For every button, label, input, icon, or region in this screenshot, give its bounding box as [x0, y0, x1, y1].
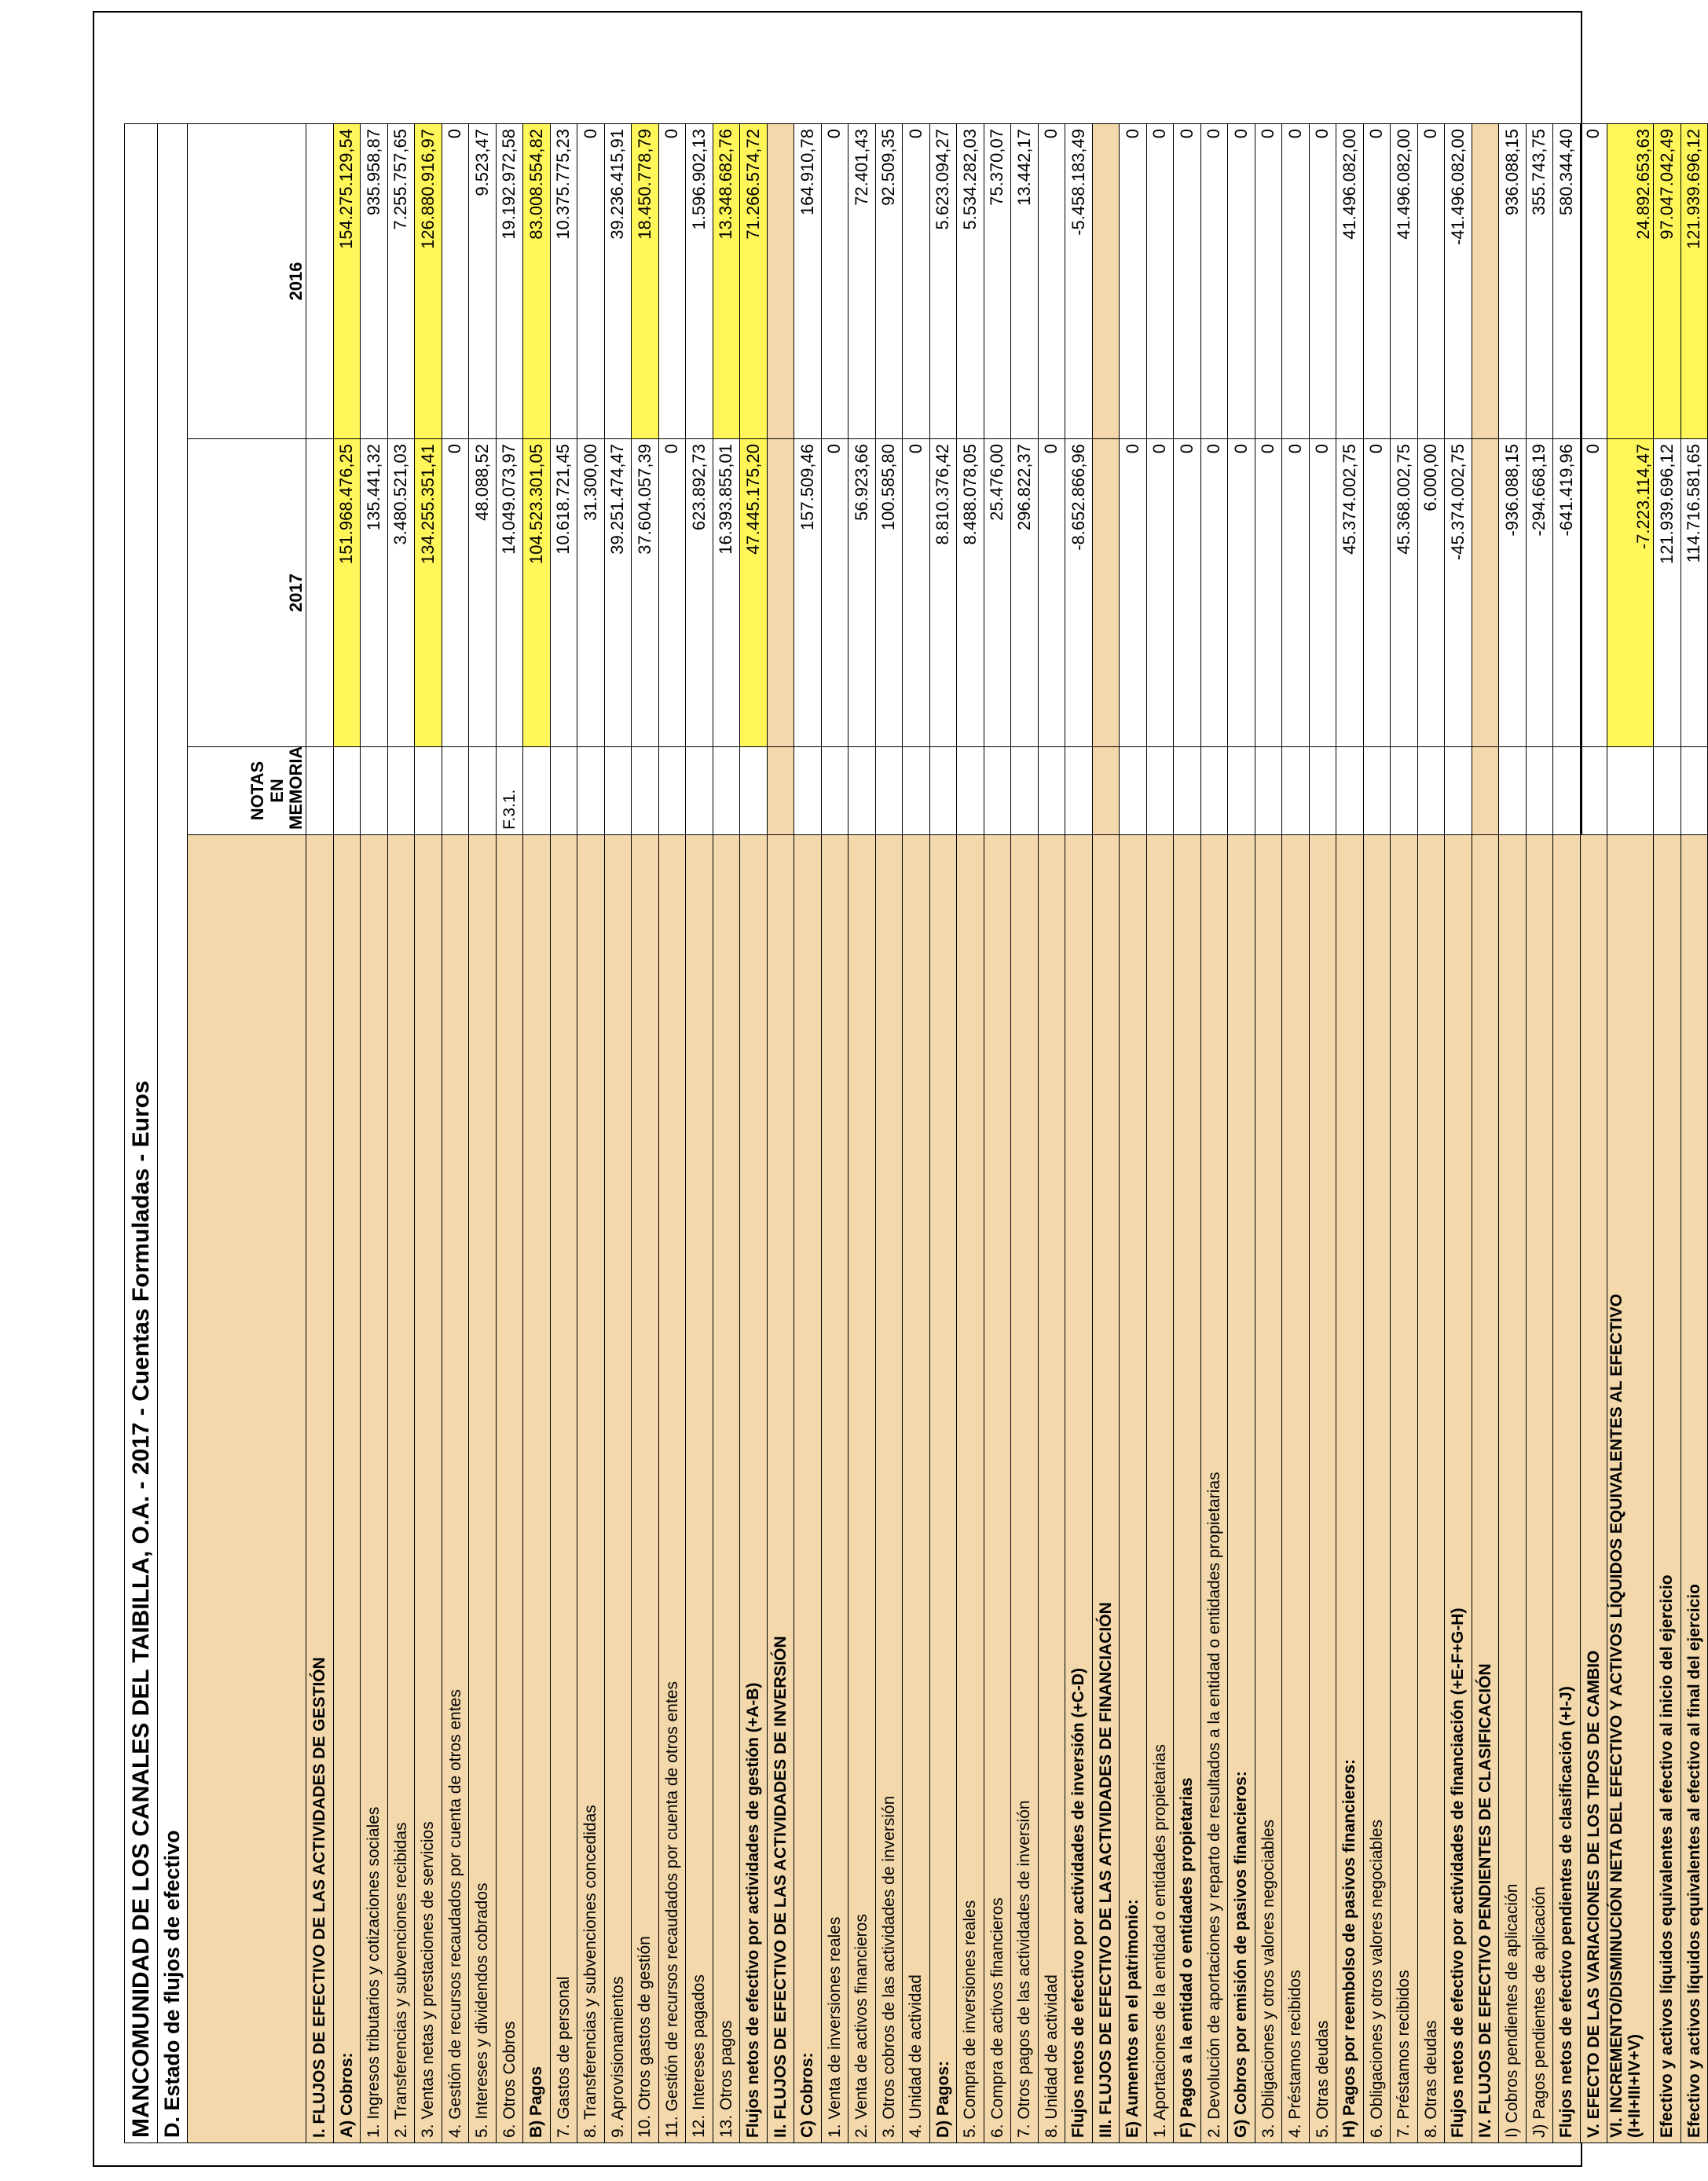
value-2017: 100.585,80	[875, 439, 903, 747]
table-row	[1580, 124, 1607, 2143]
row-label: D) Pagos:	[929, 835, 957, 2143]
row-label: Efectivo y activos líquidos equivalentes al efectivo al inicio del ejercicio	[1654, 835, 1681, 2143]
value-2016: 5.623.094,27	[929, 124, 957, 439]
value-2016	[767, 124, 794, 439]
value-2017: 134.255.351,41	[415, 439, 442, 747]
value-2017: -641.419,96	[1553, 439, 1581, 747]
row-note	[740, 747, 768, 835]
row-label: G) Cobros por emisión de pasivos financieros:	[1228, 835, 1255, 2143]
row-note	[415, 747, 442, 835]
value-2016: 164.910,78	[794, 124, 822, 439]
row-note	[442, 747, 469, 835]
value-2016: 75.370,07	[984, 124, 1011, 439]
value-2016: 0	[658, 124, 686, 439]
value-2016: 19.192.972,58	[496, 124, 523, 439]
row-note: F.3.1.	[496, 747, 523, 835]
row-label: B) Pagos	[523, 835, 551, 2143]
row-label: 11. Gestión de recursos recaudados por cuenta de otros entes	[658, 835, 686, 2143]
value-2016: 0	[1417, 124, 1445, 439]
row-note	[1011, 747, 1039, 835]
row-note	[767, 747, 794, 835]
value-2017	[767, 439, 794, 747]
row-label: 4. Préstamos recibidos	[1282, 835, 1310, 2143]
table-row	[415, 124, 442, 2143]
table-row	[1282, 124, 1310, 2143]
value-2017: 37.604.057,39	[632, 439, 659, 747]
row-note	[604, 747, 632, 835]
value-2016: 0	[1228, 124, 1255, 439]
row-note	[875, 747, 903, 835]
row-label: 2. Devolución de aportaciones y reparto de resultados a la entidad o entidades propietarias	[1200, 835, 1228, 2143]
value-2017: 0	[1228, 439, 1255, 747]
value-2016: 580.344,40	[1553, 124, 1581, 439]
row-note	[1499, 747, 1527, 835]
row-label: 7. Gastos de personal	[550, 835, 577, 2143]
value-2016: 92.509,35	[875, 124, 903, 439]
value-2016: 0	[1200, 124, 1228, 439]
row-label: 10. Otros gastos de gestión	[632, 835, 659, 2143]
value-2017: 296.822,37	[1011, 439, 1039, 747]
value-2016: 97.047.042,49	[1654, 124, 1681, 439]
row-note	[984, 747, 1011, 835]
row-label: 1. Ingresos tributarios y cotizaciones sociales	[361, 835, 388, 2143]
table-row	[1654, 124, 1681, 2143]
value-2017: 104.523.301,05	[523, 439, 551, 747]
row-label: 6. Compra de activos financieros	[984, 835, 1011, 2143]
table-row	[306, 124, 334, 2143]
table-row	[903, 124, 930, 2143]
value-2016: 24.892.653,63	[1607, 124, 1654, 439]
row-note	[1174, 747, 1201, 835]
row-label: 5. Intereses y dividendos cobrados	[469, 835, 497, 2143]
row-label-line1: VI. INCREMENTO/DISMINUCIÓN NETA DEL EFECTIVO Y ACTIVOS LÍQUIDOS EQUIVALENTES AL EFECTIVO	[1607, 1293, 1626, 2138]
table-row	[1472, 124, 1499, 2143]
row-note	[361, 747, 388, 835]
value-2016: 126.880.916,97	[415, 124, 442, 439]
row-note	[469, 747, 497, 835]
row-note	[1120, 747, 1147, 835]
value-2016: 0	[1282, 124, 1310, 439]
table-row	[984, 124, 1011, 2143]
value-2017: 8.810.376,42	[929, 439, 957, 747]
value-2017: 623.892,73	[686, 439, 713, 747]
row-note	[387, 747, 415, 835]
value-2016: 39.236.415,91	[604, 124, 632, 439]
value-2016: 0	[1580, 124, 1607, 439]
value-2017: 0	[1200, 439, 1228, 747]
value-2016: 13.442,17	[1011, 124, 1039, 439]
row-label	[1607, 835, 1654, 2143]
row-note	[1200, 747, 1228, 835]
value-2017	[1092, 439, 1120, 747]
value-2017	[306, 439, 334, 747]
value-2016: 0	[1174, 124, 1201, 439]
value-2017: 45.374.002,75	[1336, 439, 1364, 747]
table-row	[957, 124, 984, 2143]
value-2017: 0	[1282, 439, 1310, 747]
row-note	[1282, 747, 1310, 835]
row-note	[1146, 747, 1174, 835]
table-row	[875, 124, 903, 2143]
table-row	[361, 124, 388, 2143]
row-label: Flujos netos de efectivo por actividades de gestión (+A-B)	[740, 835, 768, 2143]
row-note	[1472, 747, 1499, 835]
table-row	[1309, 124, 1336, 2143]
row-note	[1607, 747, 1654, 835]
value-2017: 48.088,52	[469, 439, 497, 747]
value-2017: 0	[1309, 439, 1336, 747]
value-2017: -8.652.866,96	[1065, 439, 1093, 747]
row-label: Flujos netos de efectivo por actividades de financiación (+E-F+G-H)	[1445, 835, 1472, 2143]
row-label: I) Cobros pendientes de aplicación	[1499, 835, 1527, 2143]
row-label: J) Pagos pendientes de aplicación	[1526, 835, 1553, 2143]
table-row	[1681, 124, 1708, 2143]
table-row	[686, 124, 713, 2143]
value-2016: 0	[1146, 124, 1174, 439]
row-note	[550, 747, 577, 835]
row-label: C) Cobros:	[794, 835, 822, 2143]
table-row	[387, 124, 415, 2143]
row-label: 4. Unidad de actividad	[903, 835, 930, 2143]
value-2016: 0	[1120, 124, 1147, 439]
table-row	[1526, 124, 1553, 2143]
row-label: 6. Obligaciones y otros valores negociables	[1363, 835, 1391, 2143]
value-2017: 151.968.476,25	[333, 439, 361, 747]
row-note	[1391, 747, 1418, 835]
value-2016: 18.450.778,79	[632, 124, 659, 439]
row-label: 2. Venta de activos financieros	[849, 835, 876, 2143]
table-row	[1038, 124, 1065, 2143]
row-label: III. FLUJOS DE EFECTIVO DE LAS ACTIVIDADES DE FINANCIACIÓN	[1092, 835, 1120, 2143]
table-row	[1336, 124, 1364, 2143]
table-row	[794, 124, 822, 2143]
value-2016: 72.401,43	[849, 124, 876, 439]
value-2017: 3.480.521,03	[387, 439, 415, 747]
value-2017: 56.923,66	[849, 439, 876, 747]
row-label: 12. Intereses pagados	[686, 835, 713, 2143]
row-note	[1065, 747, 1093, 835]
row-label: 6. Otros Cobros	[496, 835, 523, 2143]
row-note	[1363, 747, 1391, 835]
row-label: IV. FLUJOS DE EFECTIVO PENDIENTES DE CLASIFICACIÓN	[1472, 835, 1499, 2143]
table-row	[1363, 124, 1391, 2143]
row-note	[957, 747, 984, 835]
row-note	[306, 747, 334, 835]
row-label: A) Cobros:	[333, 835, 361, 2143]
table-row	[1092, 124, 1120, 2143]
value-2016: 83.008.554,82	[523, 124, 551, 439]
row-note	[1654, 747, 1681, 835]
value-2017: 16.393.855,01	[713, 439, 740, 747]
value-2016: 10.375.775,23	[550, 124, 577, 439]
row-label: Flujos netos de efectivo pendientes de clasificación (+I-J)	[1553, 835, 1581, 2143]
table-row	[442, 124, 469, 2143]
row-note	[333, 747, 361, 835]
row-note	[632, 747, 659, 835]
row-label: I. FLUJOS DE EFECTIVO DE LAS ACTIVIDADES DE GESTIÓN	[306, 835, 334, 2143]
row-note	[1038, 747, 1065, 835]
row-note	[577, 747, 605, 835]
value-2016: 0	[1309, 124, 1336, 439]
value-2016	[306, 124, 334, 439]
table-row	[1553, 124, 1581, 2143]
row-note	[1580, 747, 1607, 835]
value-2017: 0	[1146, 439, 1174, 747]
row-label: 7. Otros pagos de las actividades de inversión	[1011, 835, 1039, 2143]
report-title: MANCOMUNIDAD DE LOS CANALES DEL TAIBILLA, O.A. - 2017 - Cuentas Formuladas - Euros	[125, 124, 158, 2143]
table-row	[1255, 124, 1282, 2143]
value-2017: 6.000,00	[1417, 439, 1445, 747]
table-row	[740, 124, 768, 2143]
row-label: F) Pagos a la entidad o entidades propietarias	[1174, 835, 1201, 2143]
value-2016: -41.496.082,00	[1445, 124, 1472, 439]
value-2017: 0	[1120, 439, 1147, 747]
table-row	[577, 124, 605, 2143]
table-row	[1120, 124, 1147, 2143]
table-row	[713, 124, 740, 2143]
row-note	[523, 747, 551, 835]
row-note	[1526, 747, 1553, 835]
value-2017: 25.476,00	[984, 439, 1011, 747]
value-2016: 7.255.757,65	[387, 124, 415, 439]
report-subtitle: D. Estado de flujos de efectivo	[158, 124, 188, 2143]
table-row	[1200, 124, 1228, 2143]
value-2017: 31.300,00	[577, 439, 605, 747]
table-row	[1065, 124, 1093, 2143]
value-2016: 71.266.574,72	[740, 124, 768, 439]
row-note	[1336, 747, 1364, 835]
row-note	[1309, 747, 1336, 835]
row-label: 4. Gestión de recursos recaudados por cuenta de otros entes	[442, 835, 469, 2143]
row-label: 2. Transferencias y subvenciones recibidas	[387, 835, 415, 2143]
value-2016: 0	[1255, 124, 1282, 439]
row-label: E) Aumentos en el patrimonio:	[1120, 835, 1147, 2143]
table-row	[1417, 124, 1445, 2143]
row-label: 8. Unidad de actividad	[1038, 835, 1065, 2143]
row-label-line2: (I+II+III+IV+V)	[1626, 2034, 1644, 2138]
value-2017: 47.445.175,20	[740, 439, 768, 747]
value-2017: 0	[658, 439, 686, 747]
table-row	[1174, 124, 1201, 2143]
table-row	[469, 124, 497, 2143]
table-row	[1228, 124, 1255, 2143]
value-2017: 0	[1363, 439, 1391, 747]
row-label: 1. Aportaciones de la entidad o entidades propietarias	[1146, 835, 1174, 2143]
value-2016: 0	[1363, 124, 1391, 439]
title-row	[125, 124, 158, 2143]
table-row	[821, 124, 849, 2143]
value-2017: -294.668,19	[1526, 439, 1553, 747]
value-2016: 355.743,75	[1526, 124, 1553, 439]
row-label: 5. Otras deudas	[1309, 835, 1336, 2143]
row-label: II. FLUJOS DE EFECTIVO DE LAS ACTIVIDADES DE INVERSIÓN	[767, 835, 794, 2143]
table-row	[1146, 124, 1174, 2143]
value-2017: 0	[1038, 439, 1065, 747]
value-2016: 121.939.696,12	[1681, 124, 1708, 439]
header-notes: NOTAS EN MEMORIA	[188, 747, 306, 835]
row-label: 3. Ventas netas y prestaciones de servicios	[415, 835, 442, 2143]
value-2016	[1472, 124, 1499, 439]
value-2017: 121.939.696,12	[1654, 439, 1681, 747]
value-2016: 0	[903, 124, 930, 439]
table-row	[767, 124, 794, 2143]
row-label: Efectivo y activos líquidos equivalentes al efectivo al final del ejercicio	[1681, 835, 1708, 2143]
table-row	[523, 124, 551, 2143]
header-row	[188, 124, 306, 2143]
table-row	[1445, 124, 1472, 2143]
value-2017: 0	[442, 439, 469, 747]
value-2017: 14.049.073,97	[496, 439, 523, 747]
value-2016: 0	[1038, 124, 1065, 439]
row-label: V. EFECTO DE LAS VARIACIONES DE LOS TIPOS DE CAMBIO	[1580, 835, 1607, 2143]
table-row	[1391, 124, 1418, 2143]
value-2016	[1092, 124, 1120, 439]
value-2017: 0	[1174, 439, 1201, 747]
value-2017: 135.441,32	[361, 439, 388, 747]
value-2017: -7.223.114,47	[1607, 439, 1654, 747]
table-row	[1011, 124, 1039, 2143]
row-note	[1681, 747, 1708, 835]
value-2016: 935.958,87	[361, 124, 388, 439]
table-row	[550, 124, 577, 2143]
row-label: 8. Transferencias y subvenciones concedidas	[577, 835, 605, 2143]
value-2017: 10.618.721,45	[550, 439, 577, 747]
table-row	[929, 124, 957, 2143]
row-label: 9. Aprovisionamientos	[604, 835, 632, 2143]
table-row	[604, 124, 632, 2143]
header-label-cell	[188, 835, 306, 2143]
row-note	[794, 747, 822, 835]
row-note	[1228, 747, 1255, 835]
value-2016: 154.275.129,54	[333, 124, 361, 439]
value-2016: 13.348.682,76	[713, 124, 740, 439]
rotated-table-wrapper	[124, 124, 1708, 2143]
header-2017: 2017	[188, 439, 306, 747]
row-label: 1. Venta de inversiones reales	[821, 835, 849, 2143]
row-label: 3. Otros cobros de las actividades de inversión	[875, 835, 903, 2143]
value-2016: 0	[577, 124, 605, 439]
row-label: 5. Compra de inversiones reales	[957, 835, 984, 2143]
row-note	[821, 747, 849, 835]
value-2016: 0	[442, 124, 469, 439]
row-note	[1255, 747, 1282, 835]
row-note	[849, 747, 876, 835]
row-label: Flujos netos de efectivo por actividades de inversión (+C-D)	[1065, 835, 1093, 2143]
value-2017: -45.374.002,75	[1445, 439, 1472, 747]
value-2017: 114.716.581,65	[1681, 439, 1708, 747]
value-2016: 41.496.082,00	[1391, 124, 1418, 439]
table-row	[658, 124, 686, 2143]
row-note	[1417, 747, 1445, 835]
value-2017: 8.488.078,05	[957, 439, 984, 747]
value-2017: 39.251.474,47	[604, 439, 632, 747]
row-label: H) Pagos por reembolso de pasivos financieros:	[1336, 835, 1364, 2143]
table-row	[1607, 124, 1654, 2143]
value-2017: 0	[821, 439, 849, 747]
row-note	[1445, 747, 1472, 835]
row-label: 13. Otros pagos	[713, 835, 740, 2143]
value-2017	[1472, 439, 1499, 747]
table-row	[333, 124, 361, 2143]
table-row	[849, 124, 876, 2143]
value-2016: 9.523,47	[469, 124, 497, 439]
value-2017: 45.368.002,75	[1391, 439, 1418, 747]
table-row	[496, 124, 523, 2143]
value-2016: -5.458.183,49	[1065, 124, 1093, 439]
table-row	[1499, 124, 1527, 2143]
value-2016: 41.496.082,00	[1336, 124, 1364, 439]
row-note	[929, 747, 957, 835]
value-2017: 0	[903, 439, 930, 747]
header-2016: 2016	[188, 124, 306, 439]
value-2017: 0	[1255, 439, 1282, 747]
row-note	[658, 747, 686, 835]
value-2016: 0	[821, 124, 849, 439]
row-note	[1553, 747, 1581, 835]
row-note	[686, 747, 713, 835]
row-label: 3. Obligaciones y otros valores negociables	[1255, 835, 1282, 2143]
row-note	[713, 747, 740, 835]
row-note	[903, 747, 930, 835]
value-2017: -936.088,15	[1499, 439, 1527, 747]
cash-flow-table	[124, 123, 1708, 2143]
row-note	[1092, 747, 1120, 835]
table-row	[632, 124, 659, 2143]
value-2016: 936.088,15	[1499, 124, 1527, 439]
value-2017: 0	[1580, 439, 1607, 747]
value-2016: 1.596.902,13	[686, 124, 713, 439]
value-2017: 157.509,46	[794, 439, 822, 747]
row-label: 8. Otras deudas	[1417, 835, 1445, 2143]
row-label: 7. Préstamos recibidos	[1391, 835, 1418, 2143]
value-2016: 5.534.282,03	[957, 124, 984, 439]
subtitle-row	[158, 124, 188, 2143]
